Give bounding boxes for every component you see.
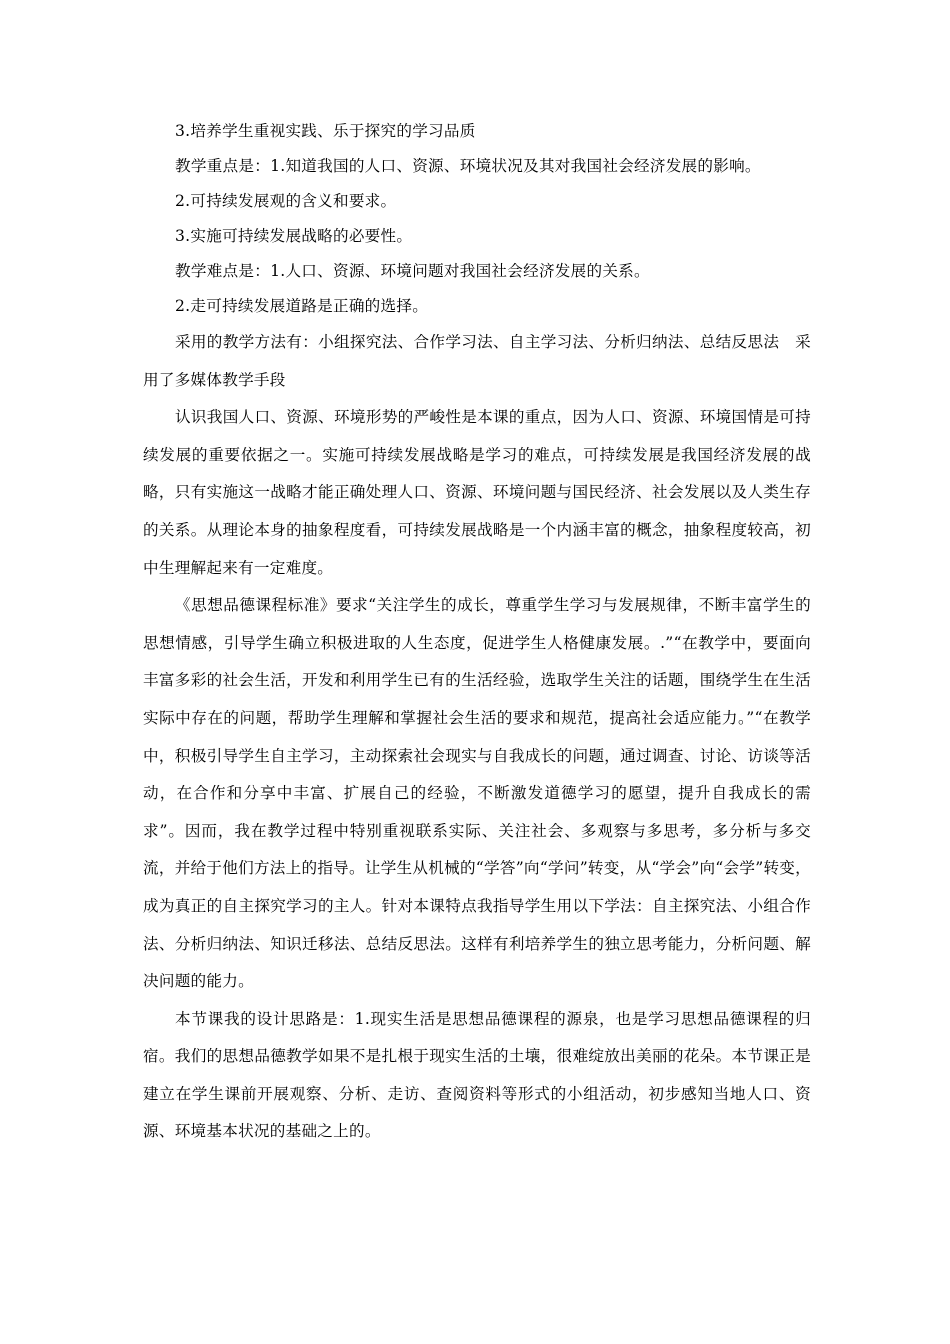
curriculum-standard-paragraph: 《思想品德课程标准》要求“关注学生的成长，尊重学生学习与发展规律，不断丰富学生的思想情感，引导学生确立积极进取的人生态度，促进学生人格健康发展。.”“在教学中，要面向丰富多彩的社会生活，开发和利用学生已有的生活经验，选取学生关注的话题，围绕学生在生活实际中存在的问题，帮助学生理解和掌握社会生活的要求和规范，提高社会适应能力。”“在教学中，积极引导学生自主学习，主动探索社会现实与自我成长的问题，通过调查、讨论、访谈等活动，在合作和分享中丰富、扩展自己的经验，不断激发道德学习的愿望，提升自我成长的需求”。因而，我在教学过程中特别重视联系实际、关注社会、多观察与多思考，多分析与多交流，并给于他们方法上的指导。让学生从机械的“学答”向“学问”转变，从“学会”向“会学”转变，成为真正的自主探究学习的主人。针对本课特点我指导学生用以下学法：自主探究法、小组合作法、分析归纳法、知识迁移法、总结反思法。这样有利培养学生的独立思考能力，分析问题、解决问题的能力。 xyxy=(143,596,811,991)
key-point-line-2: 2.可持续发展观的含义和要求。 xyxy=(175,192,397,210)
key-point-line-3: 3.实施可持续发展战略的必要性。 xyxy=(175,227,413,245)
difficulty-line-2: 2.走可持续发展道路是正确的选择。 xyxy=(175,297,429,315)
focus-difficulty-paragraph: 认识我国人口、资源、环境形势的严峻性是本课的重点，因为人口、资源、环境国情是可持续发展的重要依据之一。实施可持续发展战略是学习的难点，可持续发展是我国经济发展的战略，只有实施这一战略才能正确处理人口、资源、环境问题与国民经济、社会发展以及人类生存的关系。从理论本身的抽象程度看，可持续发展战略是一个内涵丰富的概念，抽象程度较高，初中生理解起来有一定难度。 xyxy=(143,408,811,577)
difficulty-line-1: 教学难点是：1.人口、资源、环境问题对我国社会经济发展的关系。 xyxy=(175,262,650,280)
design-approach-paragraph: 本节课我的设计思路是：1.现实生活是思想品德课程的源泉，也是学习思想品德课程的归宿。我们的思想品德教学如果不是扎根于现实生活的土壤，很难绽放出美丽的花朵。本节课正是建立在学生课前开展观察、分析、走访、查阅资料等形式的小组活动，初步感知当地人口、资源、环境基本状况的基础之上的。 xyxy=(143,1009,811,1141)
teaching-methods-paragraph: 采用的教学方法有：小组探究法、合作学习法、自主学习法、分析归纳法、总结反思法 采用了多媒体教学手段 xyxy=(143,333,811,389)
key-point-line-1: 教学重点是：1.知道我国的人口、资源、环境状况及其对我国社会经济发展的影响。 xyxy=(175,157,761,175)
document-body xyxy=(143,114,811,1151)
objective-line-3: 3.培养学生重视实践、乐于探究的学习品质 xyxy=(175,122,476,140)
